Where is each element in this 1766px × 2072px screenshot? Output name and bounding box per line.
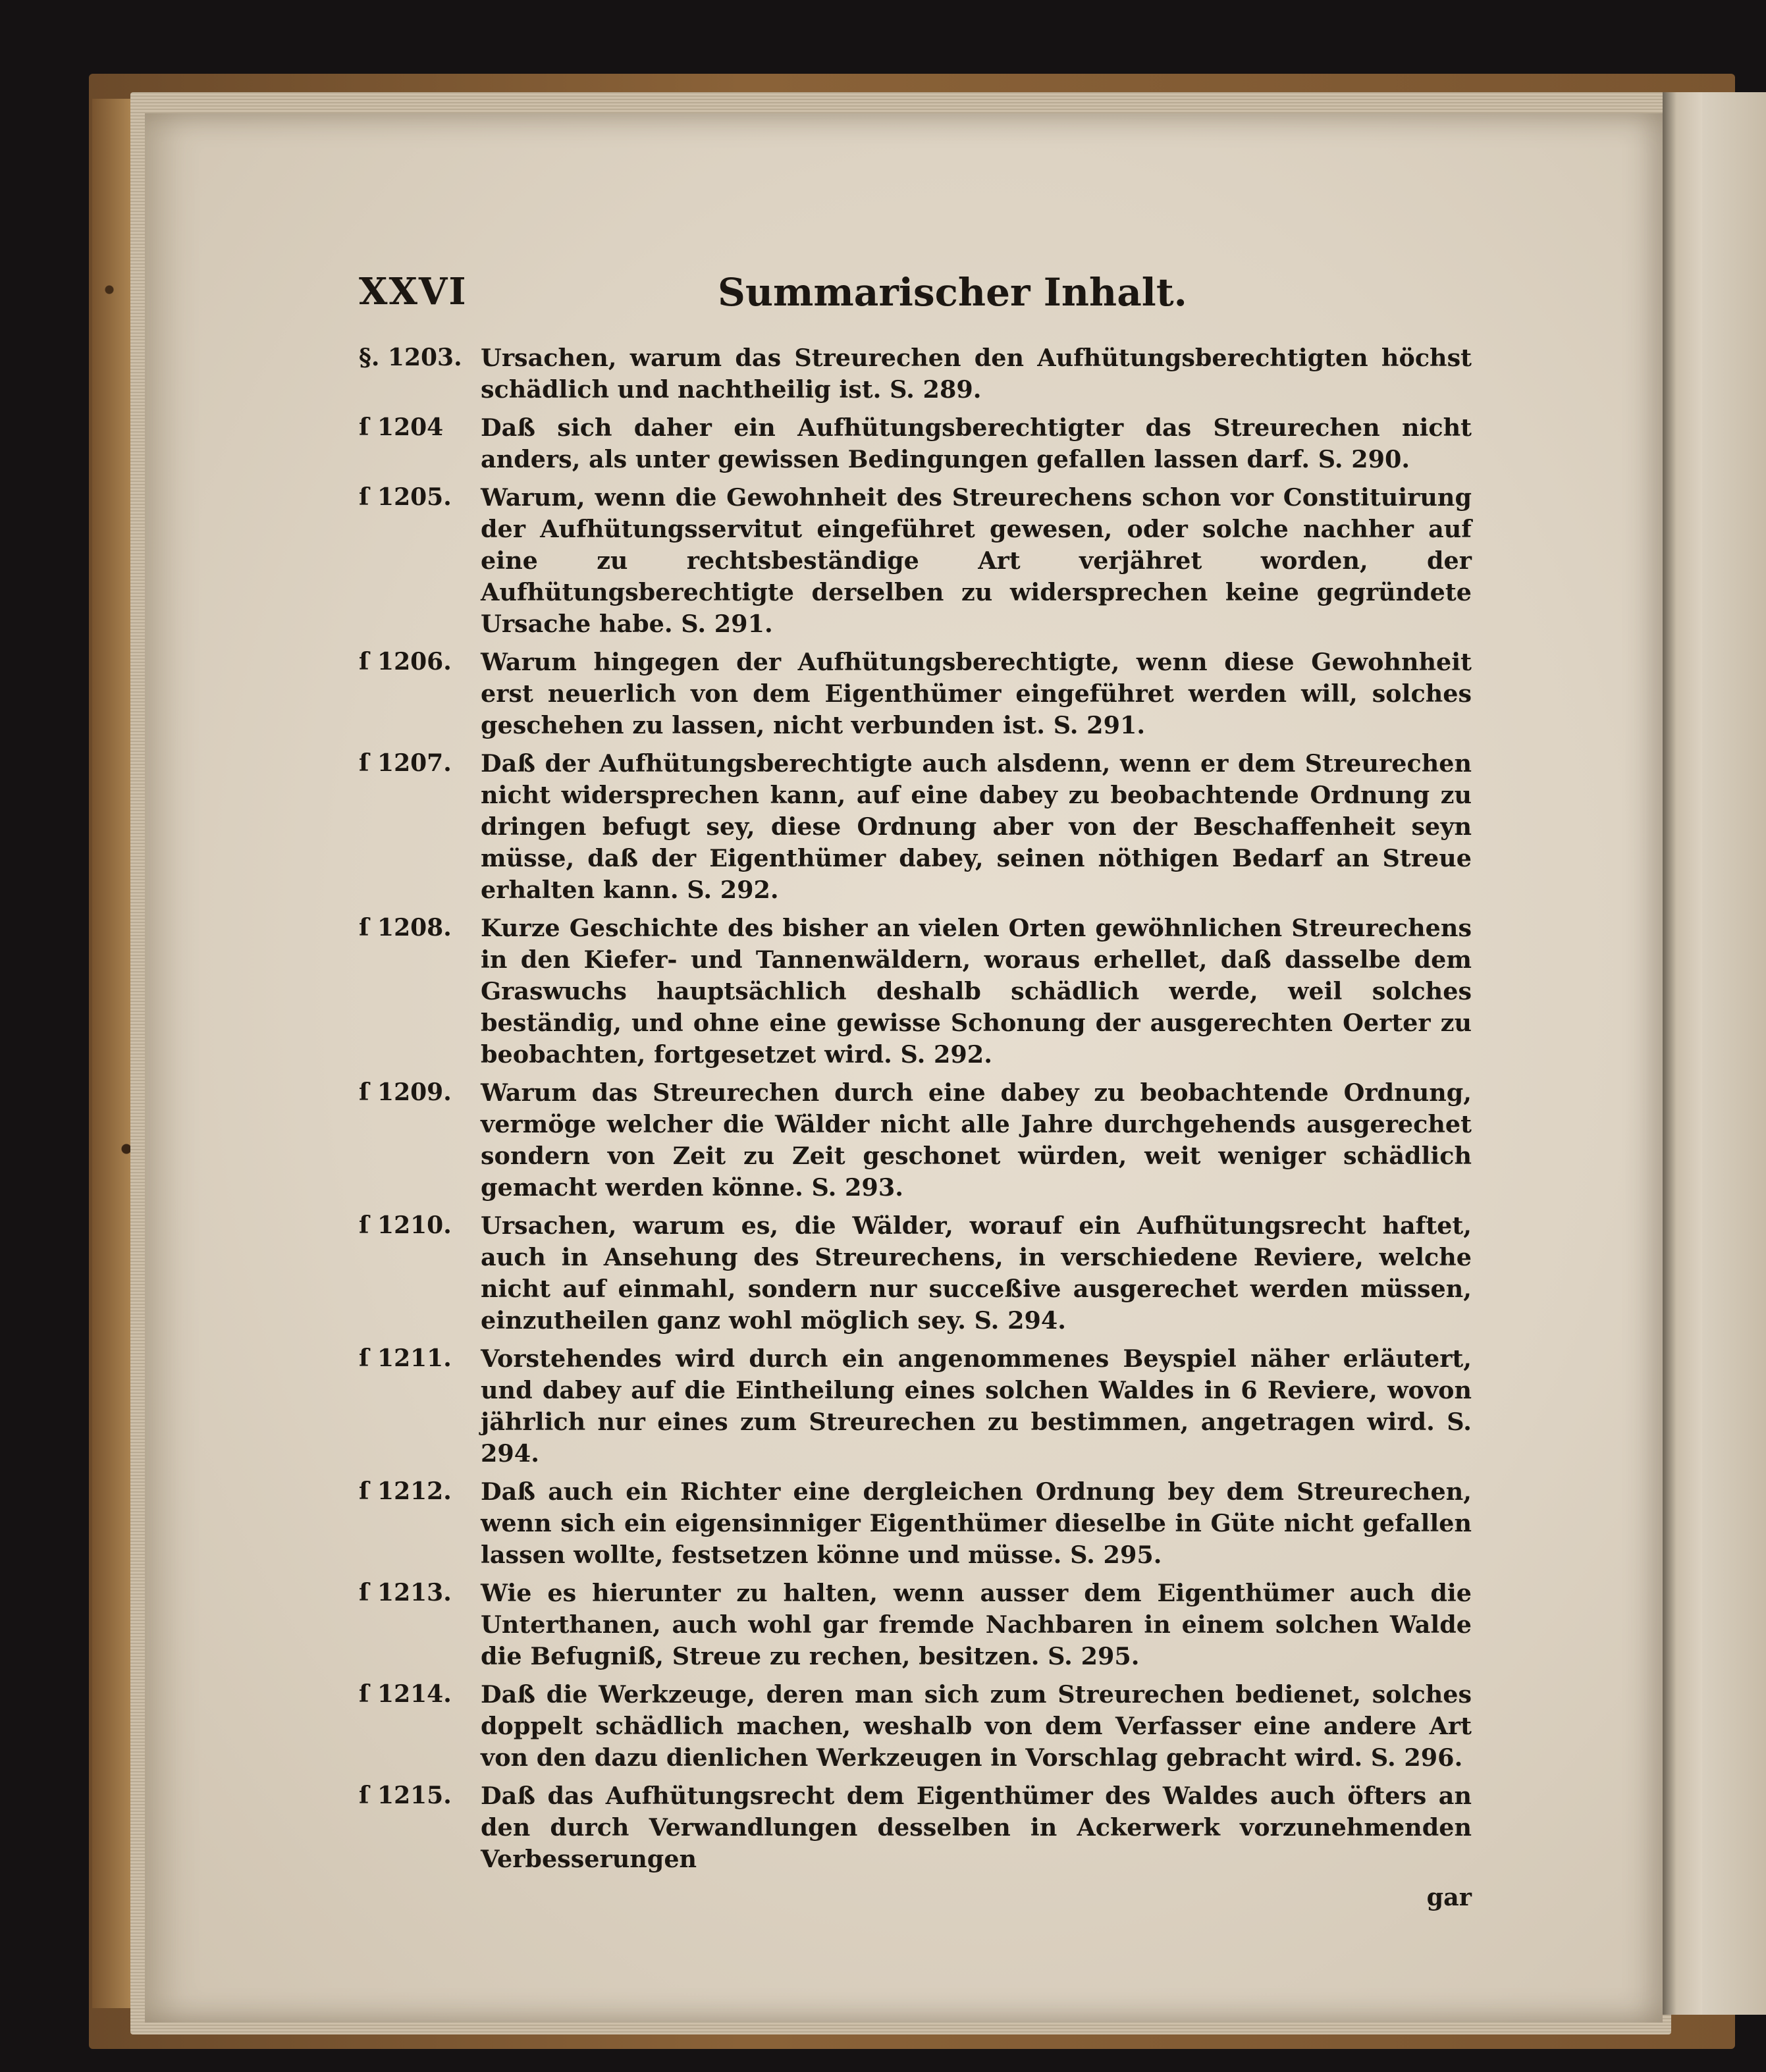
contents-entry <box>359 1679 1472 1774</box>
entry-text: Daß die Werkzeuge, deren man sich zum Streurechen bedienet, solches doppelt schädlich machen, weshalb von dem Verfasser eine andere Art von den dazu dienlichen Werkzeugen in Vorschlag gebracht wird. S. 296. <box>481 1680 1472 1772</box>
contents-entry <box>359 748 1472 906</box>
contents-entry <box>359 482 1472 640</box>
entry-text: Ursachen, warum das Streurechen den Aufhütungsberechtigten höchst schädlich und nachtheilig ist. S. 289. <box>481 344 1472 404</box>
contents-entry <box>359 1780 1472 1875</box>
book-gutter <box>1663 92 1702 2015</box>
entry-text: Warum, wenn die Gewohnheit des Streurechens schon vor Constituirung der Aufhütungsservitut eingeführet gewesen, oder solche nachher auf eine zu rechtsbeständige Art verjähret worden, der Aufhütungsberechtigte derselben zu widersprechen keine gegründete Ursache habe. S. 291. <box>481 483 1472 638</box>
contents-entry <box>359 1476 1472 1571</box>
entry-number: ſ 1204 <box>359 413 444 441</box>
entry-text: Daß sich daher ein Aufhütungsberechtigter das Streurechen nicht anders, als unter gewissen Bedingungen gefallen lassen darf. S. 290. <box>481 413 1472 473</box>
entry-text: Wie es hierunter zu halten, wenn ausser dem Eigenthümer auch die Unterthanen, auch wohl gar fremde Nachbaren in einem solchen Walde die Befugniß, Streue zu rechen, besitzen. S. 295. <box>481 1579 1472 1670</box>
page-number: XXVI <box>359 270 468 313</box>
page-title: Summarischer Inhalt. <box>718 270 1187 315</box>
contents-entry <box>359 1343 1472 1470</box>
entry-number: ſ 1208. <box>359 914 452 942</box>
entry-number: ſ 1214. <box>359 1680 452 1708</box>
contents-entry <box>359 1210 1472 1337</box>
entry-number: ſ 1206. <box>359 648 452 676</box>
entry-text: Warum das Streurechen durch eine dabey zu beobachtende Ordnung, vermöge welcher die Wälder nicht alle Jahre durchgehends ausgerechet sondern von Zeit zu Zeit geschonet würden, weit weniger schädlich gemacht werden könne. S. 293. <box>481 1078 1472 1202</box>
entry-text: Vorstehendes wird durch ein angenommenes Beyspiel näher erläutert, und dabey auf die Eintheilung eines solchen Waldes in 6 Reviere, wovon jährlich nur eines zum Streurechen zu bestimmen, angetragen wird. S. 294. <box>481 1344 1472 1468</box>
contents-entry <box>359 412 1472 475</box>
contents-entry <box>359 1578 1472 1672</box>
entry-number: ſ 1205. <box>359 483 452 511</box>
entry-text: Kurze Geschichte des bisher an vielen Orten gewöhnlichen Streurechens in den Kiefer- und Tannenwäldern, woraus erhellet, daß dasselbe dem Graswuchs hauptsächlich deshalb schädlich werde, weil solches beständig, und ohne eine gewisse Schonung der ausgerechten Oerter zu beobachten, fortgesetzet wird. S. 292. <box>481 914 1472 1069</box>
entry-text: Daß auch ein Richter eine dergleichen Ordnung bey dem Streurechen, wenn sich ein eigensinniger Eigenthümer dieselbe in Güte nicht gefallen lassen wollte, festsetzen könne und müsse. S. 295. <box>481 1477 1472 1569</box>
running-head <box>359 270 1472 329</box>
entry-number: ſ 1210. <box>359 1211 452 1239</box>
entry-text: Daß das Aufhütungsrecht dem Eigenthümer des Waldes auch öfters an den durch Verwandlungen desselben in Ackerwerk vorzunehmenden Verbesserungen <box>481 1782 1472 1873</box>
entry-number: ſ 1215. <box>359 1782 452 1809</box>
entry-number: ſ 1212. <box>359 1477 452 1505</box>
contents-entry <box>359 1077 1472 1204</box>
text-block <box>359 270 1472 1913</box>
contents-list <box>359 342 1472 1875</box>
entry-text: Daß der Aufhütungsberechtigte auch alsdenn, wenn er dem Streurechen nicht widersprechen kann, auf eine dabey zu beobachtende Ordnung zu dringen befugt sey, diese Ordnung aber von der Beschaffenheit seyn müsse, daß der Eigenthümer dabey, seinen nöthigen Bedarf an Streue erhalten kann. S. 292. <box>481 749 1472 904</box>
facing-page-edge <box>1702 92 1766 2015</box>
entry-number: ſ 1207. <box>359 749 452 777</box>
entry-number: ſ 1209. <box>359 1078 452 1106</box>
entry-number: §. 1203. <box>359 344 462 371</box>
contents-entry <box>359 647 1472 741</box>
contents-entry <box>359 342 1472 406</box>
contents-entry <box>359 913 1472 1071</box>
entry-number: ſ 1213. <box>359 1579 452 1607</box>
entry-text: Ursachen, warum es, die Wälder, worauf ein Aufhütungsrecht haftet, auch in Ansehung des Streurechens, in verschiedene Reviere, welche nicht auf einmahl, sondern nur succeßive ausgerechet werden müssen, einzutheilen ganz wohl möglich sey. S. 294. <box>481 1211 1472 1335</box>
entry-number: ſ 1211. <box>359 1344 452 1372</box>
catchword: gar <box>1426 1883 1472 1911</box>
entry-text: Warum hingegen der Aufhütungsberechtigte, wenn diese Gewohnheit erst neuerlich von dem Eigenthümer eingeführet werden will, solches geschehen zu lassen, nicht verbunden ist. S. 291. <box>481 648 1472 739</box>
